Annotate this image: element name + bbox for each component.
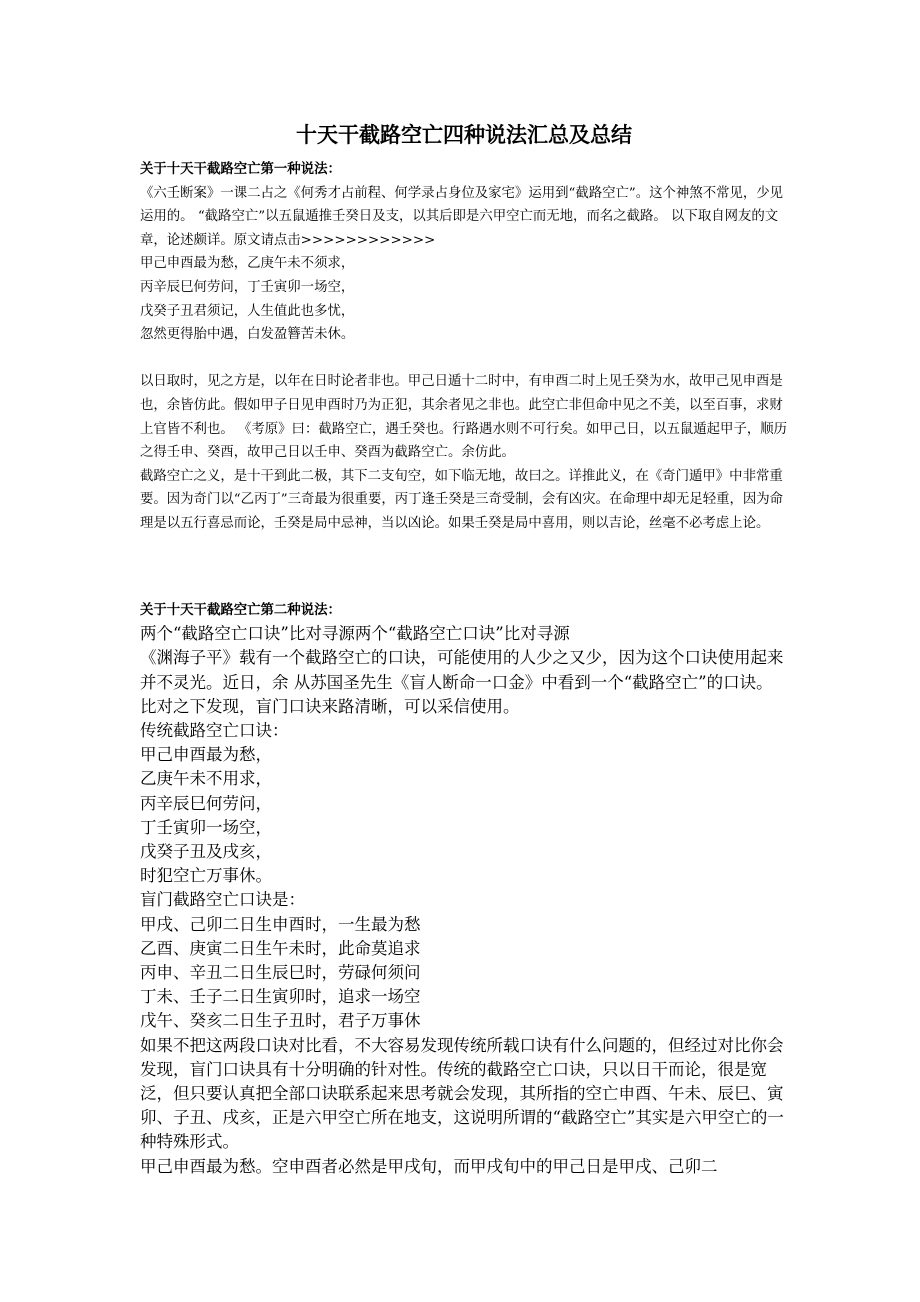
traditional-verse-line: 丙辛辰巳何劳问， [140,793,272,813]
blank-line [140,347,788,371]
closing-paragraph: 甲己申酉最为愁。空申酉者必然是甲戌旬，而甲戌旬中的甲己日是甲戌、己卯二 [140,1156,718,1176]
verse-line: 忽然更得胎中遇，白发盈簪苦未休。 [140,327,355,343]
blind-verse-line: 戊午、癸亥二日生子丑时，君子万事休 [140,1011,421,1031]
section-1-paragraph: 截路空亡之义，是十干到此二极，其下二支旬空，如下临无地，故曰之。详推此义，在《奇门遁甲》中非常重要。因为奇门以“乙丙丁”三奇最为很重要，丙丁逢壬癸是三奇受制，会有凶灾。在命理中却无足轻重，因为命理是以五行喜忌而论，壬癸是局中忌神，当以凶论。如果壬癸是局中喜用，则以吉论，丝毫不必考虑上论。 [140,468,784,531]
traditional-verse-line: 甲己申酉最为愁， [140,745,272,765]
page-title: 十天干截路空亡四种说法汇总及总结 [296,122,632,147]
traditional-verse-line: 时犯空亡万事休。 [140,866,272,886]
blind-verse-line: 乙酉、庚寅二日生午未时，此命莫追求 [140,938,421,958]
verse-line: 戊癸子丑君须记，人生值此也多忧， [140,303,355,319]
traditional-verse-line: 丁壬寅卯一场空， [140,817,272,837]
blind-verse-line: 甲戌、己卯二日生申酉时，一生最为愁 [140,914,421,934]
section-1-intro: 《六壬断案》一课二占之《何秀才占前程、何学录占身位及家宅》运用到“截路空亡”。这个神煞不常见，少见运用的。 “截路空亡”以五鼠遁推壬癸日及支，以其后即是六甲空亡而无地，而名之截路。 以下取自网友的文章，论述颇详。原文请点击>>>>>>>>>>>> [140,185,784,248]
verse-line: 丙辛辰巳何劳问，丁壬寅卯一场空， [140,279,355,295]
section-2-intro: 《渊海子平》载有一个截路空亡的口诀，可能使用的人少之又少，因为这个口诀使用起来并不灵光。近日，余 从苏国圣先生《盲人断命一口金》中看到一个“截路空亡”的口诀。比对之下发现，盲门口诀来路清晰，可以采信使用。 [140,648,784,716]
section-2-subtitle: 两个“截路空亡口诀”比对寻源两个“截路空亡口诀”比对寻源 [140,624,570,644]
section-1-paragraph: 以日取时，见之方是，以年在日时论者非也。甲己日遁十二时中，有申酉二时上见壬癸为水，故甲己见申酉是也，余皆仿此。假如甲子日见申酉时乃为正犯，其余者见之非也。此空亡非但命中见之不美，以至百事，求财上官皆不利也。 《考原》曰：截路空亡，遇壬癸也。行路遇水则不可行矣。如甲己日，以五鼠遁起甲子，顺历之得壬申、癸酉，故甲己日以壬申、癸酉为截路空亡。余仿此。 [140,374,788,461]
section-2-heading: 关于十天干截路空亡第二种说法： [140,602,341,618]
traditional-verse-line: 戊癸子丑及戌亥， [140,842,272,862]
verse-line: 甲己申酉最为愁，乙庚午未不须求， [140,256,355,272]
blind-verse-line: 丁未、壬子二日生寅卯时，追求一场空 [140,987,421,1007]
section-1-heading: 关于十天干截路空亡第一种说法： [140,161,341,177]
section-1 [140,158,788,536]
traditional-verse-line: 乙庚午未不用求， [140,769,272,789]
blind-verse-line: 丙申、辛丑二日生辰巳时，劳碌何须问 [140,963,421,983]
comparison-paragraph: 如果不把这两段口诀对比看，不大容易发现传统所载口诀有什么问题的，但经过对比你会发现，盲门口诀具有十分明确的针对性。传统的截路空亡口诀，只以日干而论，很是宽泛，但只要认真把全部口诀联系起来思考就会发现，其所指的空亡申酉、午未、辰巳、寅卯、子丑、戌亥，正是六甲空亡所在地支，这说明所谓的“截路空亡”其实是六甲空亡的一种特殊形式。 [140,1035,784,1152]
section-2 [140,598,788,1179]
traditional-verse-label: 传统截路空亡口诀： [140,721,289,741]
blind-verse-label: 盲门截路空亡口诀是： [140,890,305,910]
